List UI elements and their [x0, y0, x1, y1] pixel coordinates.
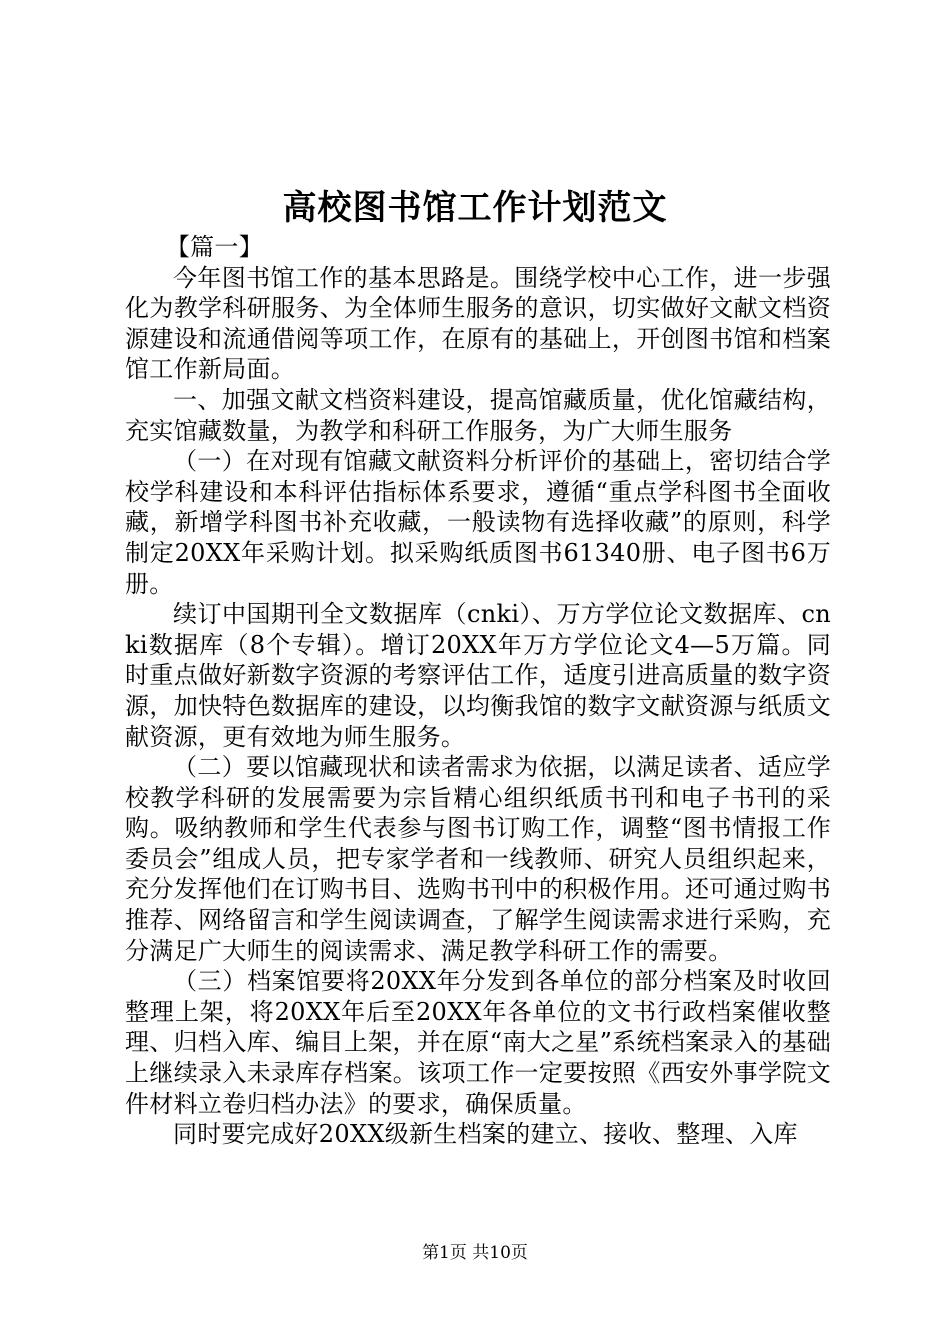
paragraph: 同时要完成好20XX级新生档案的建立、接收、整理、入库	[173, 1120, 798, 1149]
paragraph: （一）在对现有馆藏文献资料分析评价的基础上，密切结合学校学科建设和本科评估指标体系要求，遵循“重点学科图书全面收藏，新增学科图书补充收藏，一般读物有选择收藏”的原则，科学制定20XX年采购计划。拟采购纸质图书61340册、电子图书6万册。	[125, 447, 831, 598]
paragraph: 今年图书馆工作的基本思路是。围绕学校中心工作，进一步强化为教学科研服务、为全体师生服务的意识，切实做好文献文档资源建设和流通借阅等项工作，在原有的基础上，开创图书馆和档案馆工作新局面。	[125, 263, 831, 384]
page-footer: 第1页 共10页	[422, 1243, 528, 1263]
paragraph: （三）档案馆要将20XX年分发到各单位的部分档案及时收回整理上架，将20XX年后至20XX年各单位的文书行政档案催收整理、归档入库、编目上架，并在原“南大之星”系统档案录入的基础上继续录入未录库存档案。该项工作一定要按照《西安外事学院文件材料立卷归档办法》的要求，确保质量。	[125, 967, 831, 1118]
document-title: 高校图书馆工作计划范文	[282, 188, 668, 228]
paragraph: 一、加强文献文档资料建设，提高馆藏质量，优化馆藏结构，充实馆藏数量，为教学和科研工作服务，为广大师生服务	[125, 385, 831, 445]
paragraph: 续订中国期刊全文数据库（cnki）、万方学位论文数据库、cnki数据库（8个专辑）。增订20XX年万方学位论文4—5万篇。同时重点做好新数字资源的考察评估工作，适度引进高质量的数字资源，加快特色数据库的建设，以均衡我馆的数字文献资源与纸质文献资源，更有效地为师生服务。	[125, 600, 831, 751]
paragraph: （二）要以馆藏现状和读者需求为依据，以满足读者、适应学校教学科研的发展需要为宗旨精心组织纸质书刊和电子书刊的采购。吸纳教师和学生代表参与图书订购工作，调整“图书情报工作委员会”组成人员，把专家学者和一线教师、研究人员组织起来，充分发挥他们在订购书目、选购书刊中的积极作用。还可通过购书推荐、网络留言和学生阅读调查，了解学生阅读需求进行采购，充分满足广大师生的阅读需求、满足教学科研工作的需要。	[125, 753, 831, 965]
section-label: 【篇一】	[165, 233, 263, 261]
document-body	[125, 232, 831, 1150]
